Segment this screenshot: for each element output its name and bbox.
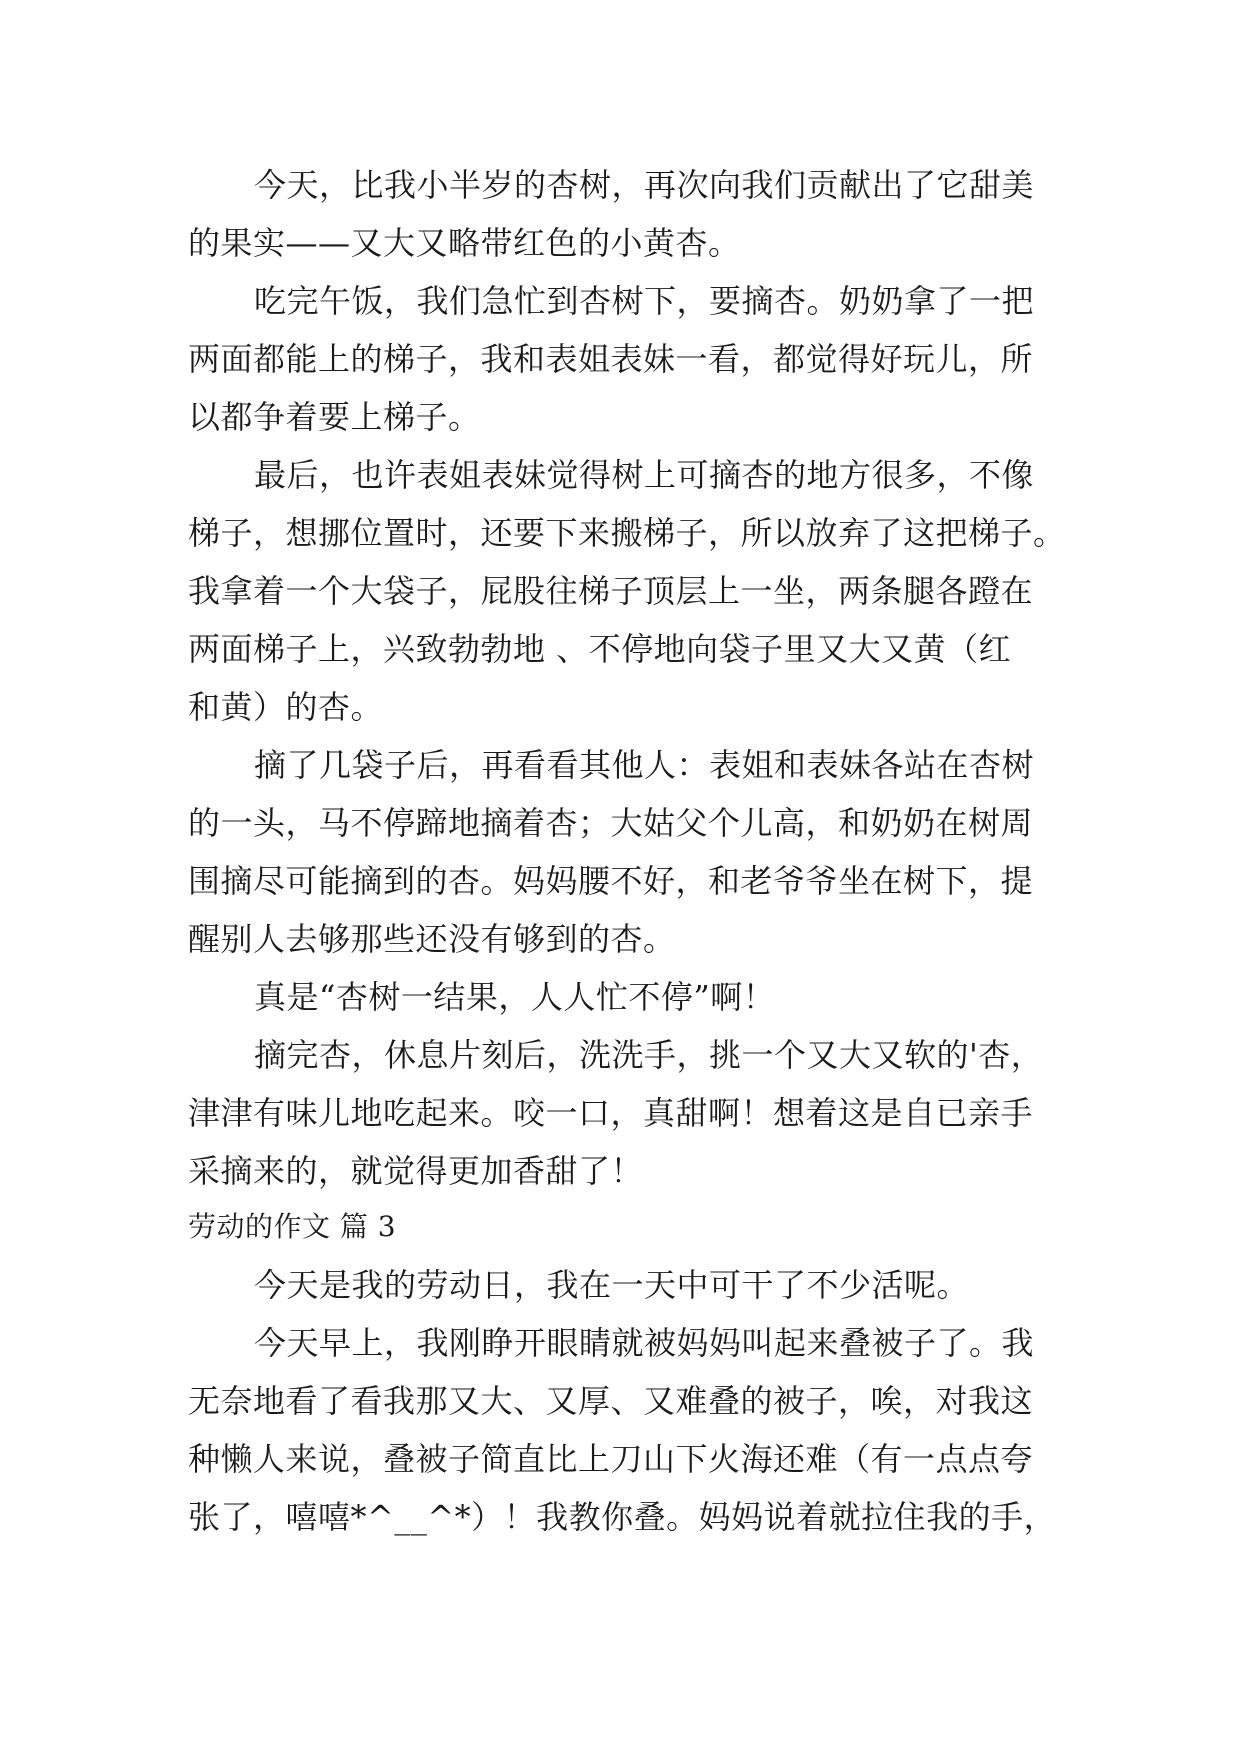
- paragraph-line: 种懒人来说，叠被子简直比上刀山下火海还难（有一点点夸: [188, 1440, 1034, 1478]
- paragraph-line: 津津有味儿地吃起来。咬一口，真甜啊！想着这是自已亲手: [188, 1094, 1034, 1132]
- paragraph-line: 摘完杏，休息片刻后，洗洗手，挑一个又大又软的'杏，: [254, 1036, 1044, 1074]
- paragraph-line: 梯子，想挪位置时，还要下来搬梯子，所以放弃了这把梯子。: [188, 514, 1066, 552]
- paragraph-line: 两面梯子上，兴致勃勃地 、不停地向袋子里又大又黄（红: [188, 630, 1012, 668]
- paragraph-line: 醒别人去够那些还没有够到的杏。: [188, 920, 676, 958]
- paragraph-line: 两面都能上的梯子，我和表姐表妹一看，都觉得好玩儿，所: [188, 340, 1034, 378]
- paragraph-line: 张了，嘻嘻*^__^*）！我教你叠。妈妈说着就拉住我的手，: [188, 1498, 1057, 1536]
- paragraph-line: 的一头，马不停蹄地摘着杏；大姑父个儿高，和奶奶在树周: [188, 804, 1034, 842]
- paragraph-line: 无奈地看了看我那又大、又厚、又难叠的被子，唉，对我这: [188, 1382, 1034, 1420]
- paragraph-line: 吃完午饭，我们急忙到杏树下，要摘杏。奶奶拿了一把: [254, 282, 1035, 320]
- paragraph-line: 摘了几袋子后，再看看其他人：表姐和表妹各站在杏树: [254, 746, 1035, 784]
- paragraph-line: 我拿着一个大袋子，屁股往梯子顶层上一坐，两条腿各蹬在: [188, 572, 1034, 610]
- paragraph-line: 今天，比我小半岁的杏树，再次向我们贡献出了它甜美: [254, 166, 1035, 204]
- paragraph-line: 采摘来的，就觉得更加香甜了！: [188, 1152, 644, 1190]
- section-heading: 劳动的作文 篇 3: [188, 1210, 397, 1243]
- paragraph-line: 真是“杏树一结果，人人忙不停”啊！: [254, 978, 776, 1016]
- paragraph-line: 最后，也许表姐表妹觉得树上可摘杏的地方很多，不像: [254, 456, 1035, 494]
- paragraph-line: 以都争着要上梯子。: [188, 398, 481, 436]
- paragraph-line: 和黄）的杏。: [188, 688, 384, 726]
- paragraph-line: 的果实——又大又略带红色的小黄杏。: [188, 224, 741, 262]
- paragraph-line: 围摘尽可能摘到的杏。妈妈腰不好，和老爷爷坐在树下，提: [188, 862, 1034, 900]
- paragraph-line: 今天是我的劳动日，我在一天中可干了不少活呢。: [254, 1266, 970, 1304]
- paragraph-line: 今天早上，我刚睁开眼睛就被妈妈叫起来叠被子了。我: [254, 1324, 1035, 1362]
